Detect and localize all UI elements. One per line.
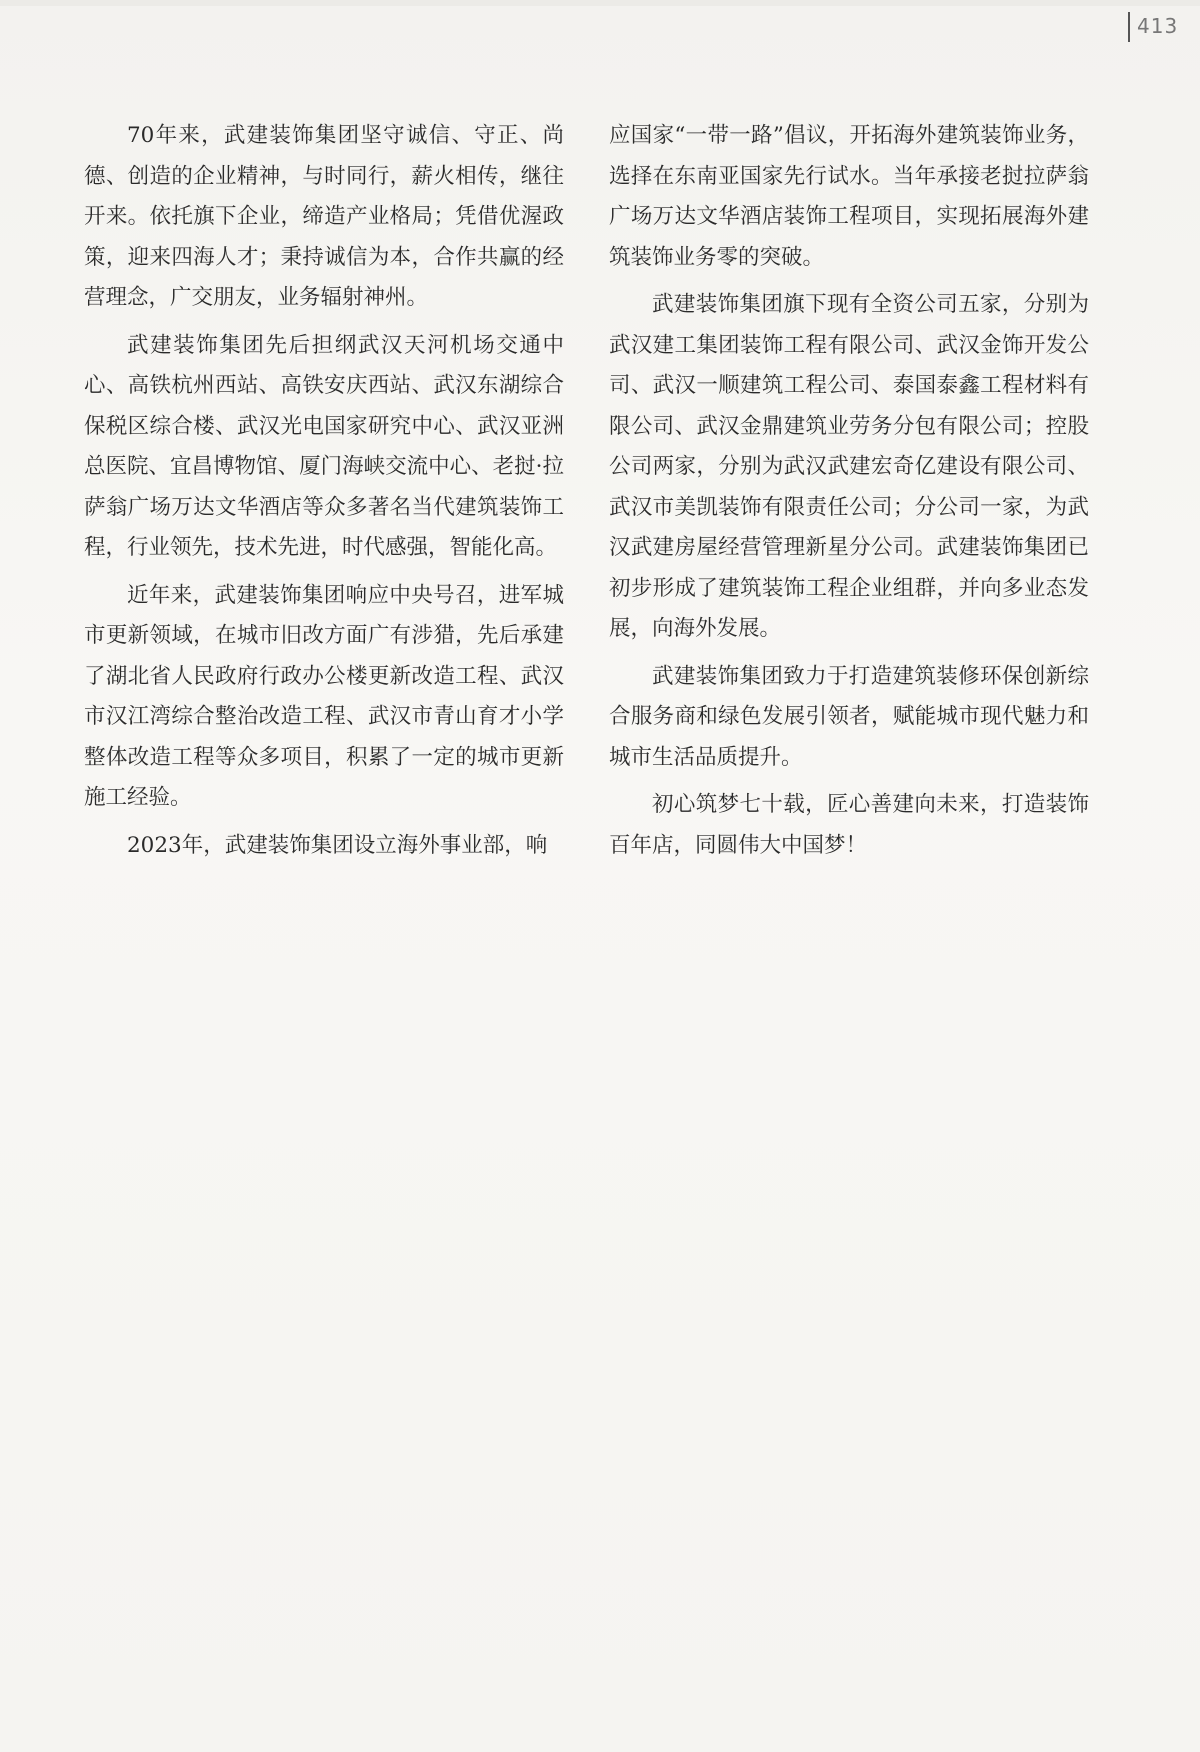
- paragraph-mission: 武建装饰集团致力于打造建筑装修环保创新综合服务商和绿色发展引领者，赋能城市现代魅力和城市生活品质提升。: [609, 663, 1089, 770]
- page-number-divider: [1128, 12, 1130, 42]
- paragraph-history: 70年来，武建装饰集团坚守诚信、守正、尚德、创造的企业精神，与时同行，薪火相传，继往开来。依托旗下企业，缔造产业格局；凭借优渥政策，迎来四海人才；秉持诚信为本，合作共赢的经营理念，广交朋友，业务辐射神州。: [84, 123, 564, 310]
- paragraph-closing: 初心筑梦七十载，匠心善建向未来，打造装饰百年店，同圆伟大中国梦！: [609, 792, 1089, 858]
- paragraph-overseas-continued: 应国家“一带一路”倡议，开拓海外建筑装饰业务，选择在东南亚国家先行试水。当年承接老挝拉萨翁广场万达文华酒店装饰工程项目，实现拓展海外建筑装饰业务零的突破。: [609, 123, 1089, 270]
- paragraph-projects: 武建装饰集团先后担纲武汉天河机场交通中心、高铁杭州西站、高铁安庆西站、武汉东湖综合保税区综合楼、武汉光电国家研究中心、武汉亚洲总医院、宜昌博物馆、厦门海峡交流中心、老挝·拉萨翁广场万达文华酒店等众多著名当代建筑装饰工程，行业领先，技术先进，时代感强，智能化高。: [84, 332, 564, 560]
- page-number: 413: [1137, 14, 1179, 38]
- left-column: [84, 116, 564, 873]
- right-column: [609, 116, 1089, 873]
- paragraph-subsidiaries: 武建装饰集团旗下现有全资公司五家，分别为武汉建工集团装饰工程有限公司、武汉金饰开发公司、武汉一顺建筑工程公司、泰国泰鑫工程材料有限公司、武汉金鼎建筑业劳务分包有限公司；控股公司两家，分别为武汉武建宏奇亿建设有限公司、武汉市美凯装饰有限责任公司；分公司一家，为武汉武建房屋经营管理新星分公司。武建装饰集团已初步形成了建筑装饰工程企业组群，并向多业态发展，向海外发展。: [609, 292, 1089, 641]
- page-top-edge: [0, 0, 1200, 6]
- paragraph-urban-renewal: 近年来，武建装饰集团响应中央号召，进军城市更新领域，在城市旧改方面广有涉猎，先后承建了湖北省人民政府行政办公楼更新改造工程、武汉市汉江湾综合整治改造工程、武汉市青山育才小学整体改造工程等众多项目，积累了一定的城市更新施工经验。: [84, 582, 564, 810]
- paragraph-overseas-start: 2023年，武建装饰集团设立海外事业部，响: [127, 832, 548, 858]
